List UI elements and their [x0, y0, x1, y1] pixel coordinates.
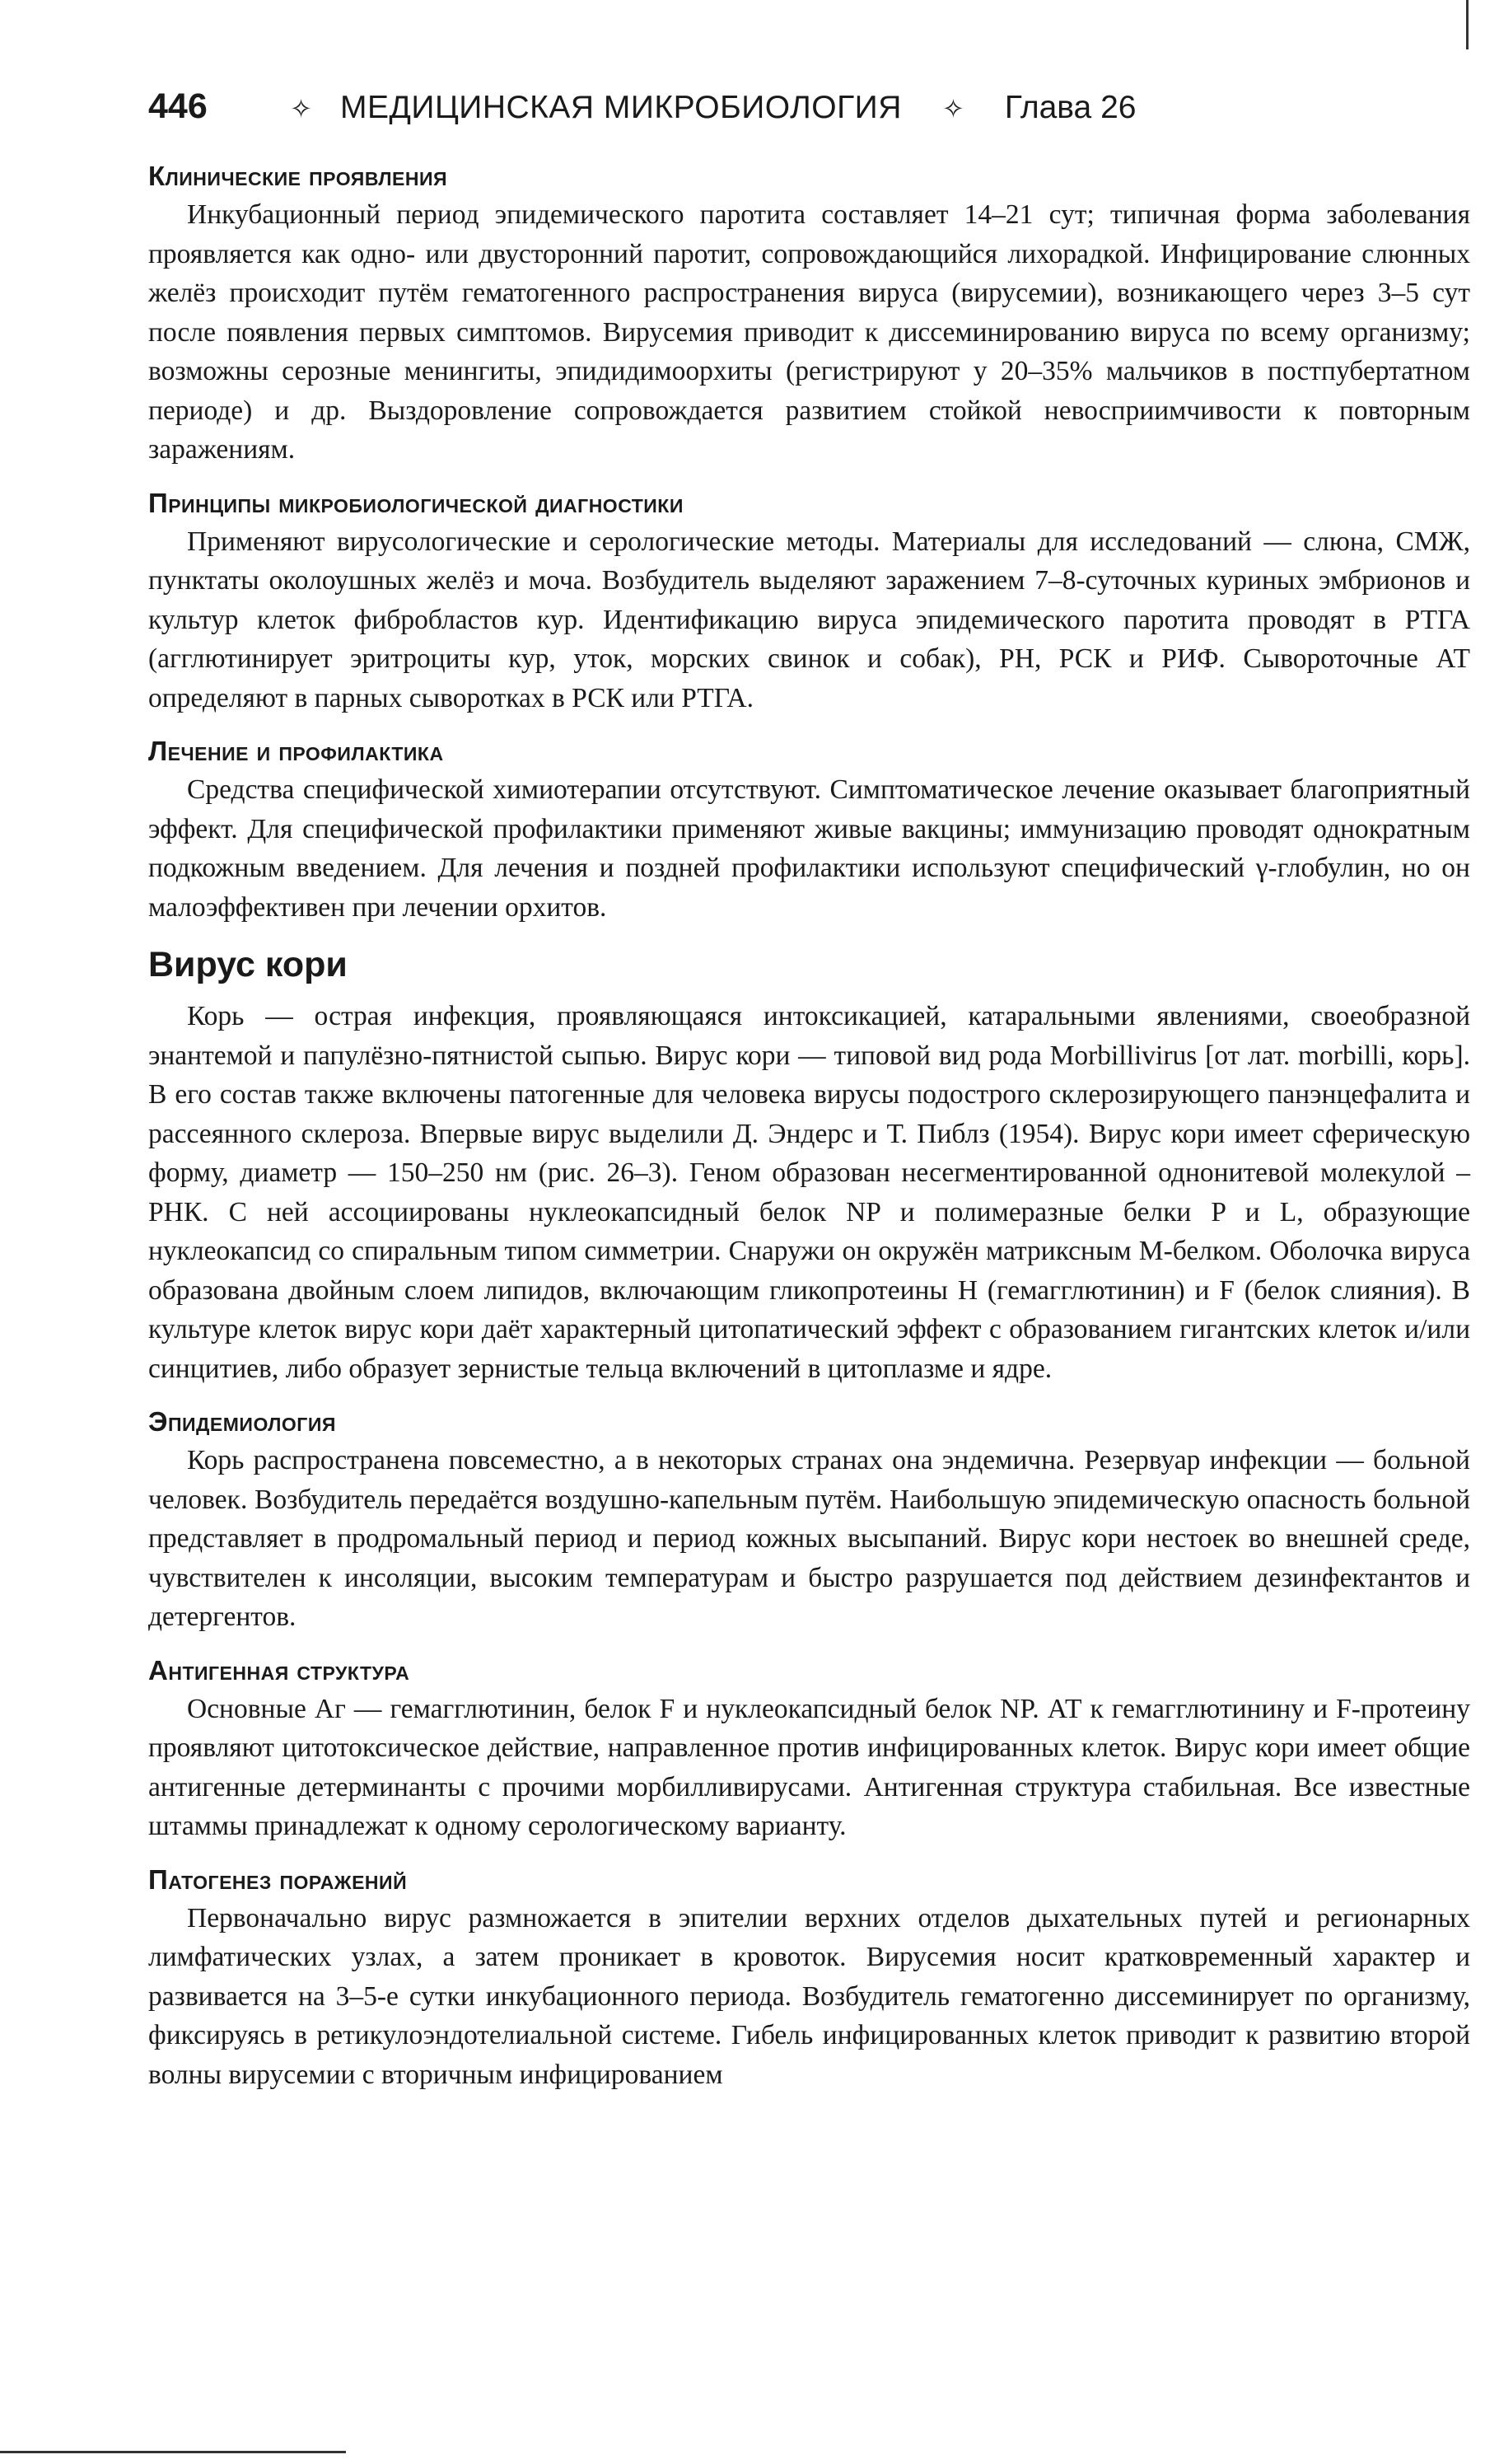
- paragraph: Применяют вирусологические и серологические методы. Материалы для исследований — слюна, СМЖ, пунктаты околоушных желёз и моча. Возбудитель выделяют заражением 7–8-суточных куриных эмбрионов и культур клеток фибробластов кур. Идентификацию вируса эпидемического паротита проводят в РТГА (агглютинирует эритроциты кур, уток, морских свинок и собак), РН, РСК и РИФ. Сывороточные АТ определяют в парных сыворотках в РСК или РТГА.: [148, 526, 1470, 713]
- paragraph: Инкубационный период эпидемического паротита составляет 14–21 сут; типичная форма заболевания проявляется как одно- или двусторонний паротит, сопровождающийся лихорадкой. Инфицирование слюнных желёз происходит путём гематогенного распространения вируса (вирусемии), возникающего через 3–5 сут после появления первых симптомов. Вирусемия приводит к диссеминированию вируса по всему организму; возможны серозные менингиты, эпидидимоорхиты (регистрируют у 20–35% мальчиков в постпубертатном периоде) и др. Выздоровление сопровождается развитием стойкой невосприимчивости к повторным заражениям.: [148, 199, 1470, 465]
- section-heading: Антигенная структура: [148, 1654, 410, 1686]
- section-antigenic-structure: [148, 1655, 1470, 1846]
- page-number: 446: [148, 86, 208, 126]
- paragraph: Основные Аг — гемагглютинин, белок F и нуклеокапсидный белок NP. АТ к гемагглютинину и F-протеину проявляют цитотоксическое действие, направленное против инфицированных клеток. Вирус кори имеет общие антигенные детерминанты с прочими морбилливирусами. Антигенная структура стабильная. Все известные штаммы принадлежат к одному серологическому варианту.: [148, 1693, 1470, 1841]
- book-page: [148, 86, 1470, 2112]
- measles-intro: Корь — острая инфекция, проявляющаяся интоксикацией, катаральными явлениями, своеобразной энантемой и папулёзно-пятнистой сыпью. Вирус кори — типовой вид рода Morbillivirus [от лат. morbilli, корь]. В его состав также включены патогенные для человека вирусы подострого склерозирующего панэнцефалита и рассеянного склероза. Впервые вирус выделили Д. Эндерс и Т. Пиблз (1954). Вирус кори имеет сферическую форму, диаметр — 150–250 нм (рис. 26–3). Геном образован несегментированной однонитевой молекулой –РНК. С ней ассоциированы нуклеокапсидный белок NP и полимеразные белки P и L, образующие нуклеокапсид со спиральным типом симметрии. Снаружи он окружён матриксным М-белком. Оболочка вируса образована двойным слоем липидов, включающим гликопротеины H (гемагглютинин) и F (белок слияния). В культуре клеток вирус кори даёт характерный цитопатический эффект с образованием гигантских клеток и/или синцитиев, либо образует зернистые тельца включений в цитоплазме и ядре.: [148, 1001, 1470, 1384]
- bottom-rule: [0, 2451, 346, 2453]
- running-header: [148, 86, 1470, 161]
- header-ornament-icon: ✧: [290, 94, 312, 124]
- paragraph: Средства специфической химиотерапии отсутствуют. Симптоматическое лечение оказывает благоприятный эффект. Для специфической профилактики применяют живые вакцины; иммунизацию проводят однократным подкожным введением. Для лечения и поздней профилактики используют специфический γ-глобулин, но он малоэффективен при лечении орхитов.: [148, 774, 1470, 923]
- section-heading: Лечение и профилактика: [148, 736, 444, 766]
- section-pathogenesis: [148, 1864, 1470, 2095]
- section-treatment: [148, 736, 1470, 927]
- header-ornament-icon: ✧: [941, 94, 964, 124]
- paragraph: Первоначально вирус размножается в эпителии верхних отделов дыхательных путей и регионарных лимфатических узлах, а затем проникает в кровоток. Вирусемия носит кратковременный характер и развивается на 3–5-е сутки инкубационного периода. Возбудитель гематогенно диссеминирует по организму, фиксируясь в ретикулоэндотелиальной системе. Гибель инфицированных клеток приводит к развитию второй волны вирусемии с вторичным инфицированием: [148, 1902, 1470, 2090]
- book-title: МЕДИЦИНСКАЯ МИКРОБИОЛОГИЯ: [340, 90, 902, 125]
- page-edge-mark: [1466, 0, 1469, 49]
- section-heading: Принципы микробиологической диагностики: [148, 487, 684, 518]
- paragraph: Корь распространена повсеместно, а в некоторых странах она эндемична. Резервуар инфекции — больной человек. Возбудитель передаётся воздушно-капельным путём. Наибольшую эпидемическую опасность больной представляет в продромальный период и период кожных высыпаний. Вирус кори нестоек во внешней среде, чувствителен к инсоляции, высоким температурам и быстро разрушается под действием дезинфектантов и детергентов.: [148, 1445, 1470, 1632]
- section-diagnostics: [148, 488, 1470, 718]
- section-heading: Патогенез поражений: [148, 1863, 408, 1895]
- section-clinical: [148, 161, 1470, 470]
- section-heading: Эпидемиология: [148, 1406, 336, 1437]
- section-epidemiology: [148, 1406, 1470, 1637]
- section-heading: Клинические проявления: [148, 161, 448, 191]
- chapter-section-title: Вирус кори: [148, 945, 348, 984]
- chapter-label: Глава 26: [1004, 90, 1137, 125]
